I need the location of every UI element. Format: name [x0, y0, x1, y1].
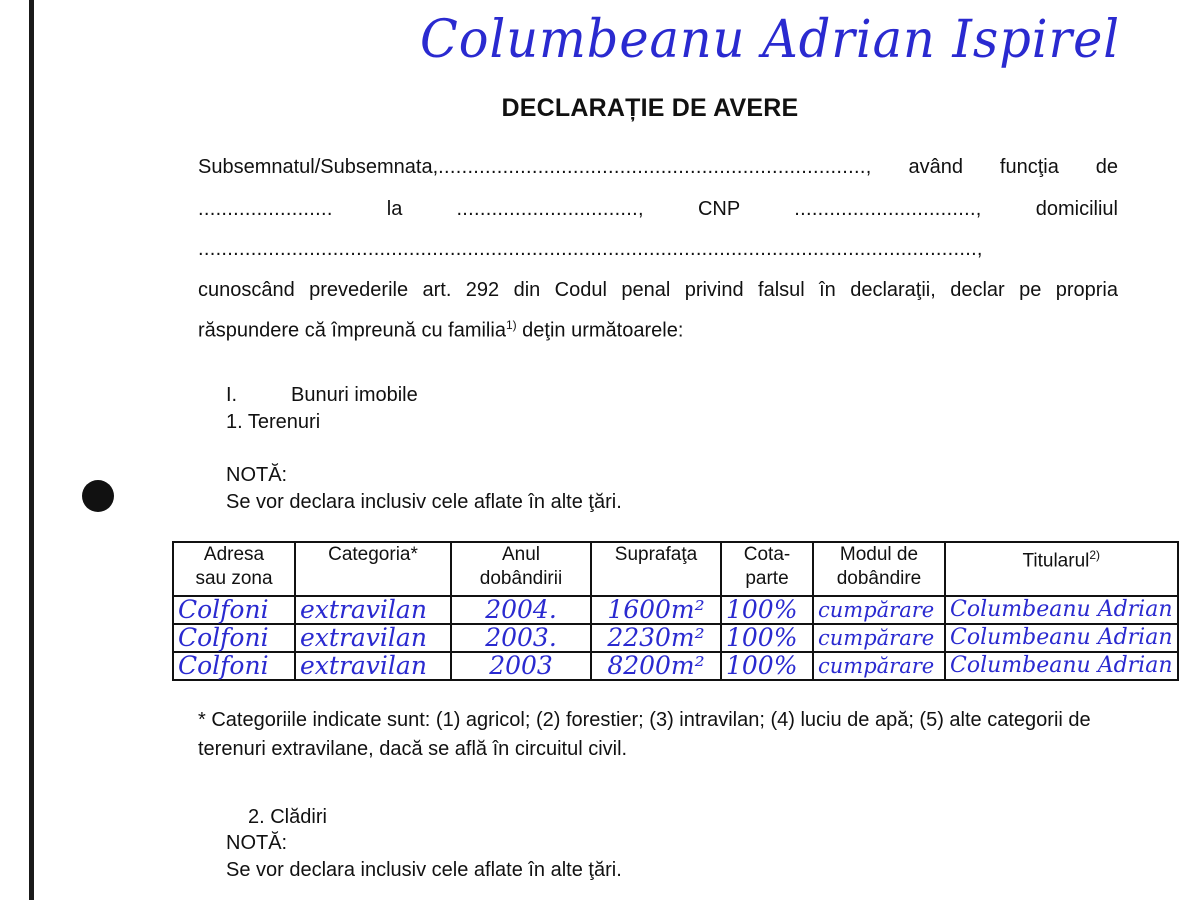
cell-titular: Columbeanu Adrian — [945, 624, 1178, 652]
intro-de: de — [1095, 156, 1118, 178]
cell-categoria: extravilan — [295, 624, 451, 652]
intro-line-4: cunoscând prevederile art. 292 din Codul penal privind falsul în declaraţii, declar pe propria — [198, 279, 1118, 301]
col-adresa: Adresa sau zona — [173, 542, 295, 596]
dots-cnp: ..............................., — [794, 198, 982, 220]
cell-cota: 100% — [721, 652, 813, 680]
table-header-row — [173, 542, 1178, 596]
cell-categoria: extravilan — [295, 652, 451, 680]
cell-anul: 2003. — [451, 624, 591, 652]
subsection-terenuri: 1. Terenuri — [226, 411, 321, 433]
col-cota: Cota- parte — [721, 542, 813, 596]
page-left-edge — [0, 0, 34, 900]
cell-suprafata: 2230m² — [591, 624, 721, 652]
col-suprafata: Suprafaţa — [591, 542, 721, 596]
col-anul: Anul dobândirii — [451, 542, 591, 596]
cell-suprafata: 1600m² — [591, 596, 721, 624]
intro-line-2 — [198, 198, 1118, 221]
cell-adresa: Colfoni — [173, 624, 295, 652]
cell-cota: 100% — [721, 596, 813, 624]
note-label: NOTĂ: — [226, 464, 288, 486]
note-text: Se vor declara inclusiv cele aflate în alte ţări. — [226, 491, 622, 513]
intro-avand: având — [908, 156, 963, 178]
intro-line-5: răspundere că împreună cu familia$^{1)}$ deţin următoarele: — [198, 318, 684, 342]
page-title: DECLARAȚIE DE AVERE — [501, 94, 799, 122]
cell-anul: 2004. — [451, 596, 591, 624]
cell-modul: cumpărare — [813, 624, 945, 652]
intro-subject: Subsemnatul/Subsemnata,........................................................................., — [198, 156, 872, 178]
cell-adresa: Colfoni — [173, 596, 295, 624]
intro-domiciliul: domiciliul — [1035, 198, 1118, 220]
table-row — [173, 624, 1178, 652]
note-text: Se vor declara inclusiv cele aflate în alte ţări. — [226, 859, 622, 881]
note-label: NOTĂ: — [226, 832, 288, 854]
section-number: I. — [226, 384, 238, 406]
cell-titular: Columbeanu Adrian — [945, 596, 1178, 624]
cell-anul: 2003 — [451, 652, 591, 680]
dots-institutie: ..............................., — [456, 198, 644, 220]
section-heading: Bunuri imobile — [291, 384, 418, 406]
footnote-ref-1: 1) — [505, 318, 517, 332]
intro-cnp: CNP — [697, 198, 741, 220]
intro-functia: funcţia — [999, 156, 1059, 178]
intro-line-1 — [198, 156, 1118, 179]
table-row — [173, 596, 1178, 624]
col-titular: Titularul$^{2)}$ — [945, 542, 1178, 596]
col-modul: Modul de dobândire — [813, 542, 945, 596]
cell-cota: 100% — [721, 624, 813, 652]
col-categoria: Categoria* — [295, 542, 451, 596]
cell-titular: Columbeanu Adrian — [945, 652, 1178, 680]
cell-categoria: extravilan — [295, 596, 451, 624]
land-table — [172, 541, 1179, 681]
cell-modul: cumpărare — [813, 596, 945, 624]
cell-suprafata: 8200m² — [591, 652, 721, 680]
subsection-cladiri: 2. Clădiri — [248, 806, 327, 828]
dots-functie: ....................... — [198, 198, 333, 220]
punch-hole-dot — [82, 480, 114, 512]
categories-note: * Categoriile indicate sunt: (1) agricol; (2) forestier; (3) intravilan; (4) luciu de apă; (5) alte categorii de terenuri extravilane, dacă se află în circuitul civil. — [198, 709, 1091, 760]
cell-adresa: Colfoni — [173, 652, 295, 680]
table-row — [173, 652, 1178, 680]
cell-modul: cumpărare — [813, 652, 945, 680]
dots-domiciliu: ....................................................................................................................................., — [198, 238, 983, 260]
handwritten-name: Columbeanu Adrian Ispirel — [420, 10, 1121, 70]
intro-la: la — [386, 198, 403, 220]
